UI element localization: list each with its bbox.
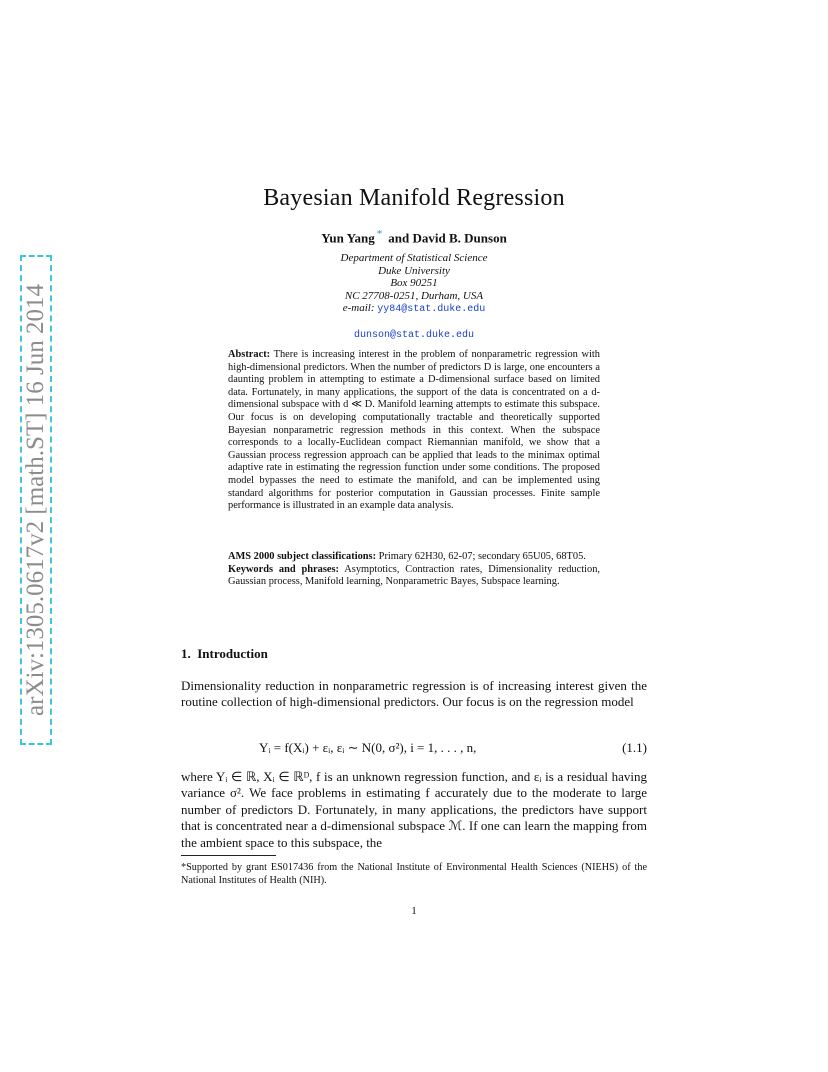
intro-paragraph-1: Dimensionality reduction in nonparametric regression is of increasing interest given the routine collection of high-dimensional predictors. Our focus is on the regression model: [181, 678, 647, 710]
arxiv-id: arXiv:1305.0617v2 [math.ST] 16 Jun 2014: [22, 284, 50, 716]
authors: [0, 228, 828, 246]
arxiv-stamp: [20, 255, 52, 745]
page-number: 1: [411, 905, 417, 917]
affil-univ: Duke University: [378, 264, 450, 277]
ams-text: Primary 62H30, 62-07; secondary 65U05, 68T05.: [378, 551, 586, 562]
footnote: *Supported by grant ES017436 from the National Institute of Environmental Health Sciences (NIEHS) of the National Institutes of Health (NIH).: [181, 862, 647, 886]
author-first: Yun Yang: [321, 230, 375, 246]
ams-label: AMS 2000 subject classifications:: [228, 551, 377, 562]
equation-number: (1.1): [622, 740, 647, 755]
affil-email-line: [0, 302, 828, 317]
author-rest: and David B. Dunson: [388, 230, 507, 246]
paper-title: Bayesian Manifold Regression: [263, 185, 565, 211]
keywords-label: Keywords and phrases:: [228, 563, 339, 575]
intro-paragraph-2: where Yᵢ ∈ ℝ, Xᵢ ∈ ℝᴰ, f is an unknown regression function, and εᵢ is a residual having variance σ². We face problems in estimating f accurately due to the moderate to large number of predictors D. Fortunately, in many applications, the predictors have support that is concentrated near a d-dimensional subspace ℳ. If one can learn the mapping from the ambient space to this subspace, the: [181, 769, 647, 850]
keywords-text: Asymptotics, Contraction rates, Dimensionality reduction, Gaussian process, Manifold learning, Nonparametric Bayes, Subspace learning.: [228, 563, 600, 588]
equation-body: Yᵢ = f(Xᵢ) + εᵢ, εᵢ ∼ N(0, σ²), i = 1, . . . , n,: [259, 740, 477, 755]
section-number: 1.: [181, 646, 191, 661]
classifications: [228, 551, 600, 589]
affil-box: Box 90251: [390, 277, 438, 289]
affiliation: [0, 252, 828, 317]
abstract: [228, 349, 600, 513]
email-link-2[interactable]: dunson@stat.duke.edu: [353, 330, 475, 341]
ams-line: [228, 551, 600, 564]
abstract-text: There is increasing interest in the problem of nonparametric regression with high-dimensional predictors. When the number of predictors D is large, one encounters a daunting problem in attempting to estimate a D-dimensional surface based on limited data. Fortunately, in many applications, the support of the data is concentrated on a d-dimensional subspace with d ≪ D. Manifold learning attempts to estimate this subspace. Our focus is on developing computationally tractable and theoretically supported Bayesian nonparametric regression methods in this context. When the subspace corresponds to a locally-Euclidean compact Riemannian manifold, we show that a Gaussian process regression approach can be applied that leads to the minimax optimal adaptive rate in estimating the regression function under some conditions. The proposed model bypasses the need to estimate the manifold, and can be implemented using standard algorithms for posterior computation in Gaussian processes. Finite sample performance is illustrated in an example data analysis.: [228, 349, 600, 512]
section-heading: [181, 646, 268, 662]
keywords-line: [228, 564, 600, 589]
footnote-marker[interactable]: *: [376, 228, 383, 240]
email-link-1[interactable]: yy84@stat.duke.edu: [377, 304, 486, 315]
affil-dept: Department of Statistical Science: [340, 252, 488, 264]
abstract-label: Abstract:: [228, 349, 271, 360]
equation-1-1: [181, 740, 647, 758]
footnote-rule: [181, 855, 276, 856]
section-title: Introduction: [197, 646, 268, 661]
affil-city: NC 27708-0251, Durham, USA: [344, 289, 484, 302]
email-label: e-mail:: [342, 302, 375, 314]
